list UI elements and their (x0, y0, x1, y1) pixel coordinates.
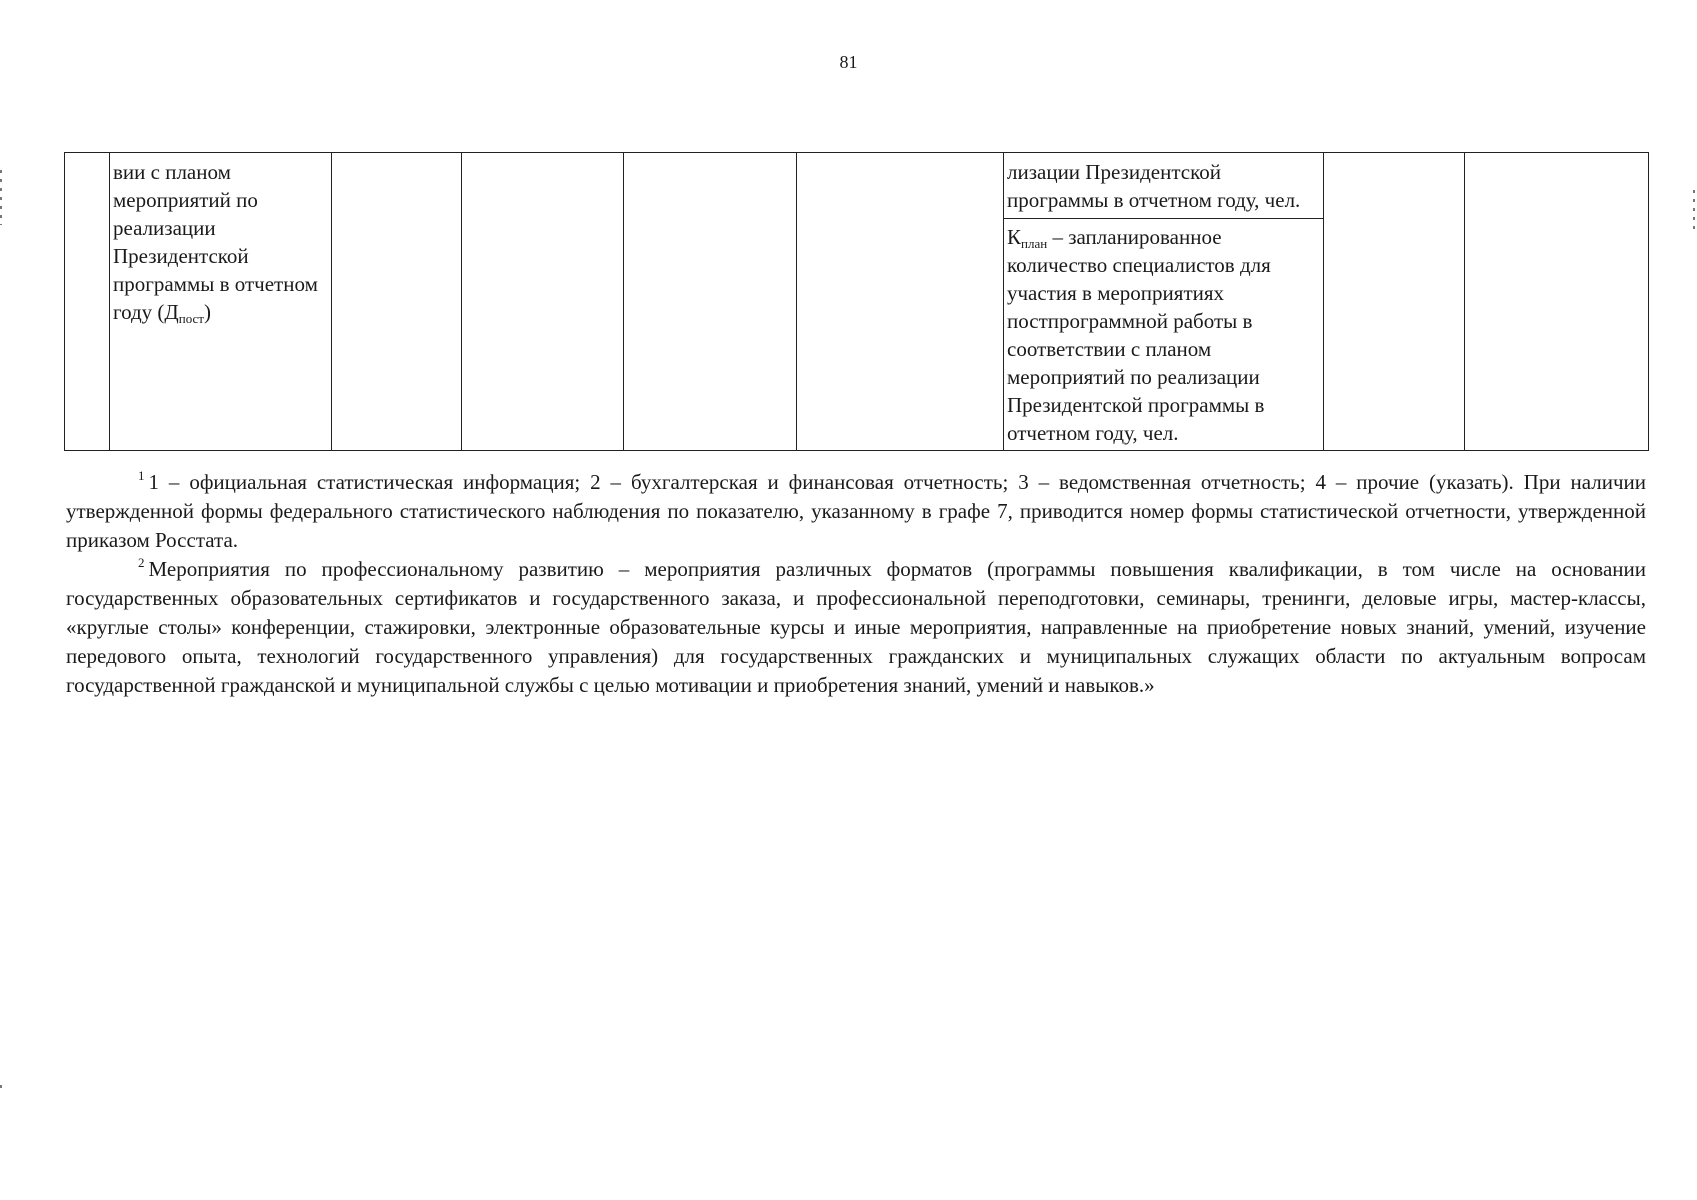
indicator-name-text: вии с планом мероприятий по реализации Президентской программы в отчетном году (Д (113, 160, 318, 324)
table-row (65, 153, 1649, 451)
table-cell-empty (1465, 153, 1649, 451)
formula-description-bottom (1004, 219, 1323, 450)
footnote-marker: 1 (138, 468, 145, 483)
page-number: 81 (839, 52, 858, 72)
indicator-name-close: ) (203, 300, 211, 324)
indicator-table (64, 152, 1649, 451)
k-subscript: план (1021, 236, 1048, 251)
footnote-1 (66, 468, 1646, 555)
table-cell-formula-description (1004, 153, 1324, 451)
table-cell-number (65, 153, 110, 451)
footnote-text: 1 – официальная статистическая информация; 2 – бухгалтерская и финансовая отчетность; 3 – ведомственная отчетность; 4 – прочие (указать). При наличии утвержденной формы федерального статистического наблюдения по показателю, указанному в графе 7, приводится номер формы статистической отчетности, утвержденной приказом Росстата. (66, 470, 1646, 552)
formula-description-top: лизации Президентской программы в отчетном году, чел. (1004, 153, 1323, 219)
scan-edge-mark (0, 170, 2, 225)
table-cell-empty (797, 153, 1004, 451)
k-symbol: К (1007, 225, 1022, 249)
table-cell-empty (1324, 153, 1465, 451)
table-cell-empty (462, 153, 624, 451)
k-definition: – запланированное количество специалистов для участия в мероприятиях постпрограммной работы в соответствии с планом мероприятий по реализации Президентской программы в отчетном году, чел. (1007, 225, 1271, 445)
footnote-2 (66, 555, 1646, 700)
table-cell-empty (624, 153, 797, 451)
scan-edge-mark (0, 1085, 2, 1088)
table-cell-indicator-name (110, 153, 332, 451)
footnote-marker: 2 (138, 555, 145, 570)
scan-edge-mark (1693, 190, 1695, 230)
indicator-name-subscript: пост (178, 311, 204, 326)
table-cell-empty (332, 153, 462, 451)
footnotes (66, 468, 1646, 700)
footnote-text: Мероприятия по профессиональному развитию – мероприятия различных форматов (программы повышения квалификации, в том числе на основании государственных образовательных сертификатов и государственного заказа, и профессиональной переподготовки, семинары, тренинги, деловые игры, мастер-классы, «круглые столы» конференции, стажировки, электронные образовательные курсы и иные мероприятия, направленные на приобретение новых знаний, умений, изучение передового опыта, технологий государственного управления) для государственных гражданских и муниципальных служащих области по актуальным вопросам государственной гражданской и муниципальной службы с целью мотивации и приобретения знаний, умений и навыков.» (66, 557, 1646, 697)
